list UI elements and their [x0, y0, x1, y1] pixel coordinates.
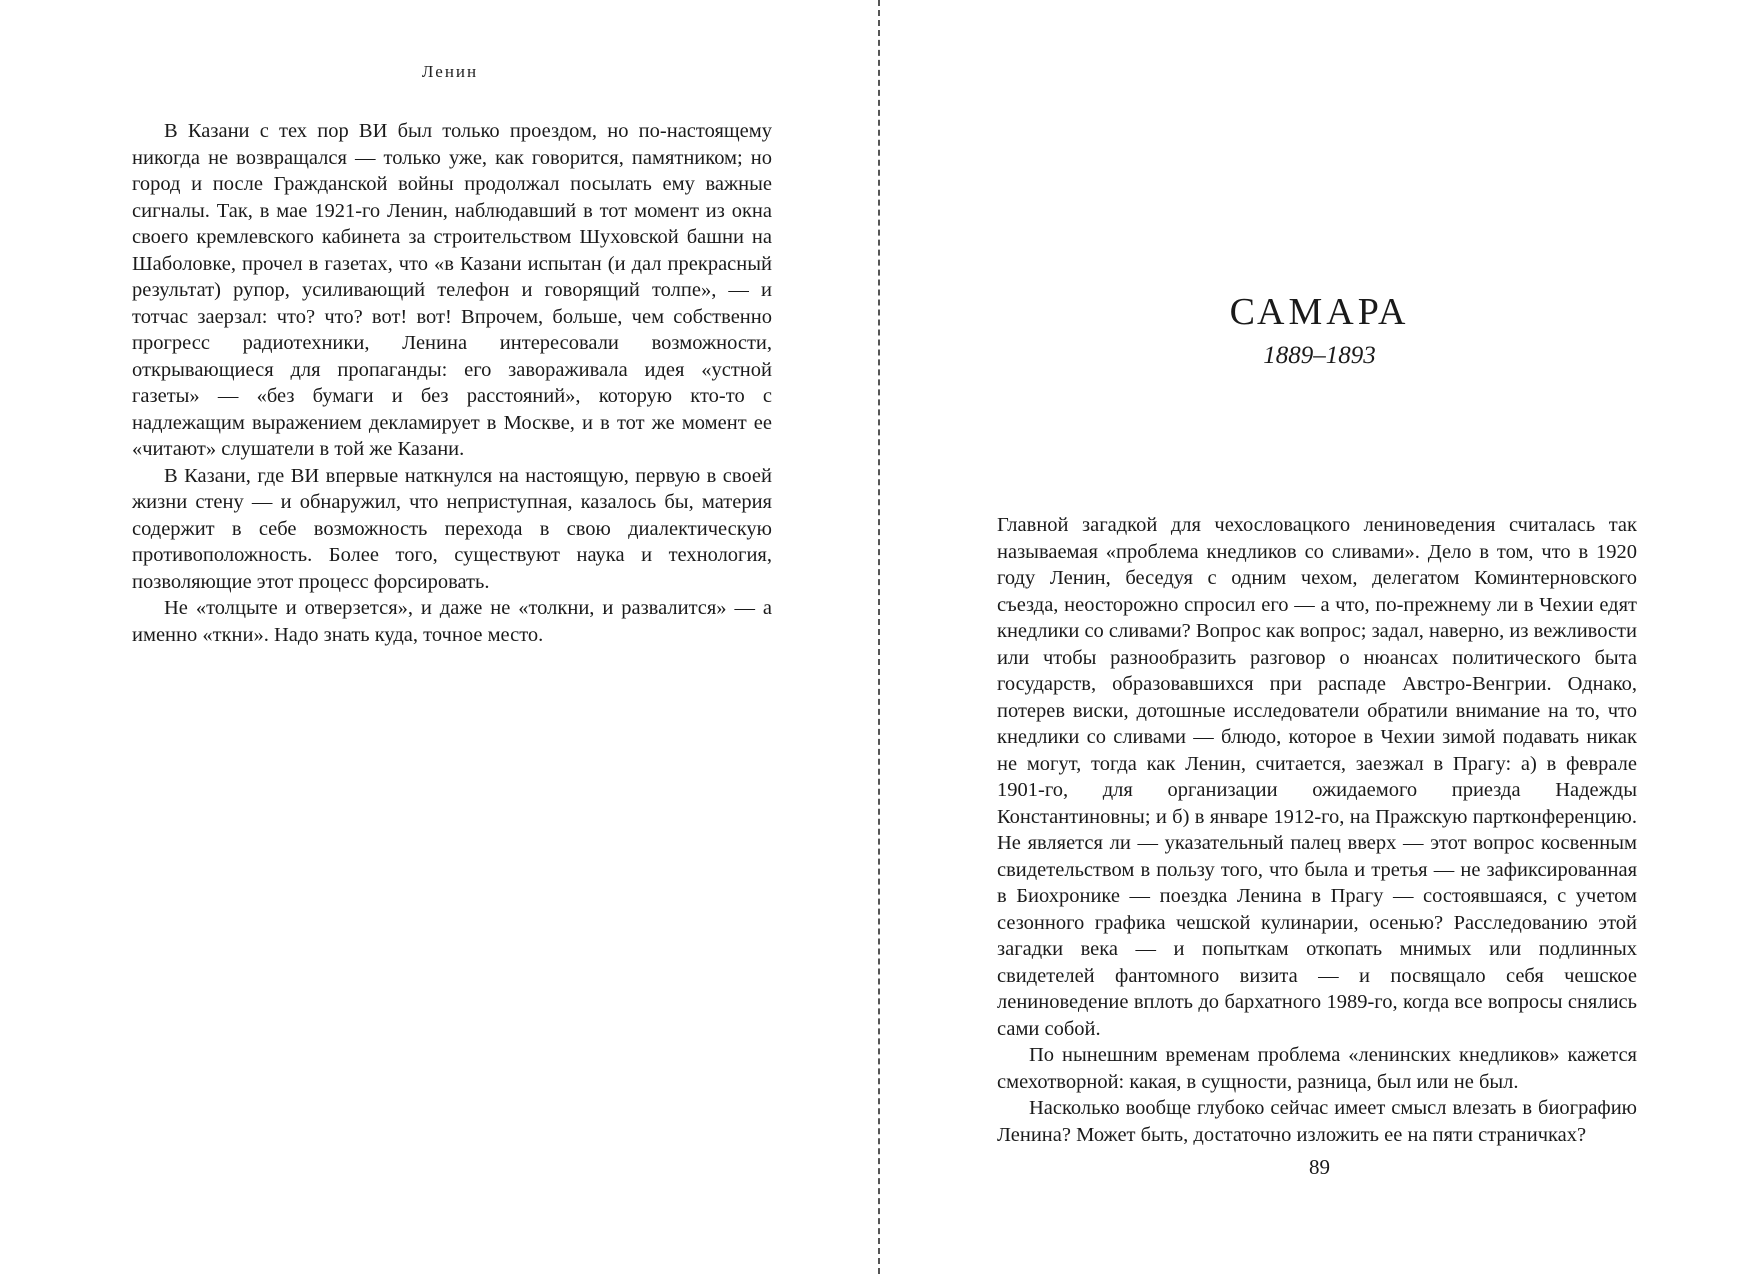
paragraph: В Казани, где ВИ впервые наткнулся на настоящую, первую в своей жизни стену — и обнаружил, что неприступная, казалось бы, материя содержит в себе возможность перехода в свою диалектическую противоположность. Более того, существуют наука и технология, позволяющие этот процесс форсировать. [132, 464, 772, 593]
running-head: Ленин [421, 62, 479, 81]
paragraph: Насколько вообще глубоко сейчас имеет смысл влезать в биографию Ленина? Может быть, достаточно изложить ее на пяти страничках? [997, 1097, 1637, 1146]
paragraph: Главной загадкой для чехословацкого лениноведения считалась так называемая «проблема кнедликов со сливами». Дело в том, что в 1920 году Ленин, беседуя с одним чехом, делегатом Коминтерновского съезда, неосторожно спросил его — а что, по-прежнему ли в Чехии едят кнедлики со сливами? Вопрос как вопрос; задал, наверно, из вежливости или чтобы разнообразить разговор о нюансах политического быта государств, образовавшихся при распаде Австро-Венгрии. Однако, потерев виски, дотошные исследователи обратили внимание на то, что кнедлики со сливами — блюдо, которое в Чехии зимой подавать никак не могут, тогда как Ленин, считается, заезжал в Прагу: а) в феврале 1901-го, для организации ожидаемого приезда Надежды Константиновны; и б) в январе 1912-го, на Пражскую партконференцию. Не является ли — указательный палец вверх — этот вопрос косвенным свидетельством в пользу того, что была и третья — не зафиксированная в Биохронике — поездка Ленина в Прагу — состоявшаяся, с учетом сезонного графика чешской кулинарии, осенью? Расследованию этой загадки века — и попыткам откопать мнимых или подлинных свидетелей фантомного визита — и посвящало себя чешское лениноведение вплоть до бархатного 1989-го, когда все вопросы снялись сами собой. [997, 514, 1637, 1040]
right-page-body [997, 512, 1637, 1148]
left-page [0, 0, 875, 1274]
paragraph: Не «толцыте и отверзется», и даже не «толкни, и развалится» — а именно «ткни». Надо знать куда, точное место. [132, 597, 772, 646]
paragraph: По нынешним временам проблема «ленинских кнедликов» кажется смехотворной: какая, в сущности, разница, был или не был. [997, 1044, 1637, 1093]
paragraph: В Казани с тех пор ВИ был только проездом, но по-настоящему никогда не возвращался — только уже, как говорится, памятником; но город и после Гражданской войны продолжал посылать ему важные сигналы. Так, в мае 1921-го Ленин, наблюдавший в тот момент из окна своего кремлевского кабинета за строительством Шуховской башни на Шаболовке, прочел в газетах, что «в Казани испытан (и дал прекрасный результат) рупор, усиливающий телефон и говорящий толпе», — и тотчас заерзал: что? что? вот! вот! Впрочем, больше, чем собственно прогресс радиотехники, Ленина интересовали возможности, открывающиеся для пропаганды: его завораживала идея «устной газеты» — «без бумаги и без расстояний», которую кто-то с надлежащим выражением декламирует в Москве, и в тот же момент ее «читают» слушатели в той же Казани. [132, 120, 772, 460]
page-number: 89 [1309, 1155, 1330, 1179]
left-page-body [132, 118, 772, 648]
right-page [885, 0, 1754, 1274]
page-divider [878, 0, 880, 1274]
chapter-years: 1889–1893 [1263, 342, 1376, 369]
chapter-title: САМАРА [1229, 291, 1410, 333]
